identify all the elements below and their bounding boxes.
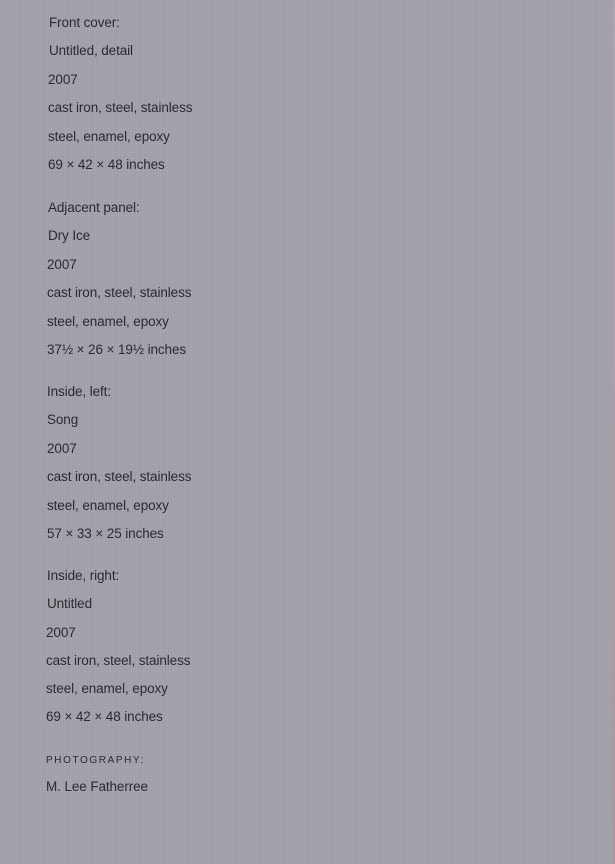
artwork-materials-line-1: cast iron, steel, stainless	[48, 100, 193, 115]
artwork-materials-line-2: steel, enamel, epoxy	[47, 498, 169, 513]
section-heading: Inside, right:	[47, 568, 120, 583]
artwork-dimensions: 69 × 42 × 48 inches	[48, 157, 165, 172]
artwork-dimensions: 57 × 33 × 25 inches	[47, 526, 164, 541]
artwork-year: 2007	[47, 441, 77, 456]
artwork-dimensions: 37½ × 26 × 19½ inches	[47, 342, 187, 357]
section-heading: Inside, left:	[47, 384, 111, 399]
artwork-dimensions: 69 × 42 × 48 inches	[46, 709, 163, 724]
artwork-materials-line-2: steel, enamel, epoxy	[47, 314, 169, 329]
artwork-materials-line-1: cast iron, steel, stainless	[47, 285, 192, 300]
artwork-year: 2007	[46, 625, 76, 640]
artwork-title: Song	[47, 412, 79, 427]
artwork-materials-line-1: cast iron, steel, stainless	[47, 469, 192, 484]
section-heading: Adjacent panel:	[48, 200, 140, 215]
photographer-name: M. Lee Fatherree	[46, 779, 148, 794]
artwork-materials-line-1: cast iron, steel, stainless	[46, 653, 191, 668]
photography-label: PHOTOGRAPHY:	[46, 755, 146, 766]
artwork-title: Untitled, detail	[49, 43, 133, 58]
artwork-materials-line-2: steel, enamel, epoxy	[46, 681, 168, 696]
artwork-year: 2007	[47, 257, 77, 272]
artwork-title: Dry Ice	[48, 228, 91, 243]
artwork-title: Untitled	[47, 596, 92, 611]
section-heading: Front cover:	[49, 15, 120, 30]
artwork-materials-line-2: steel, enamel, epoxy	[48, 129, 170, 144]
artwork-year: 2007	[48, 72, 78, 87]
